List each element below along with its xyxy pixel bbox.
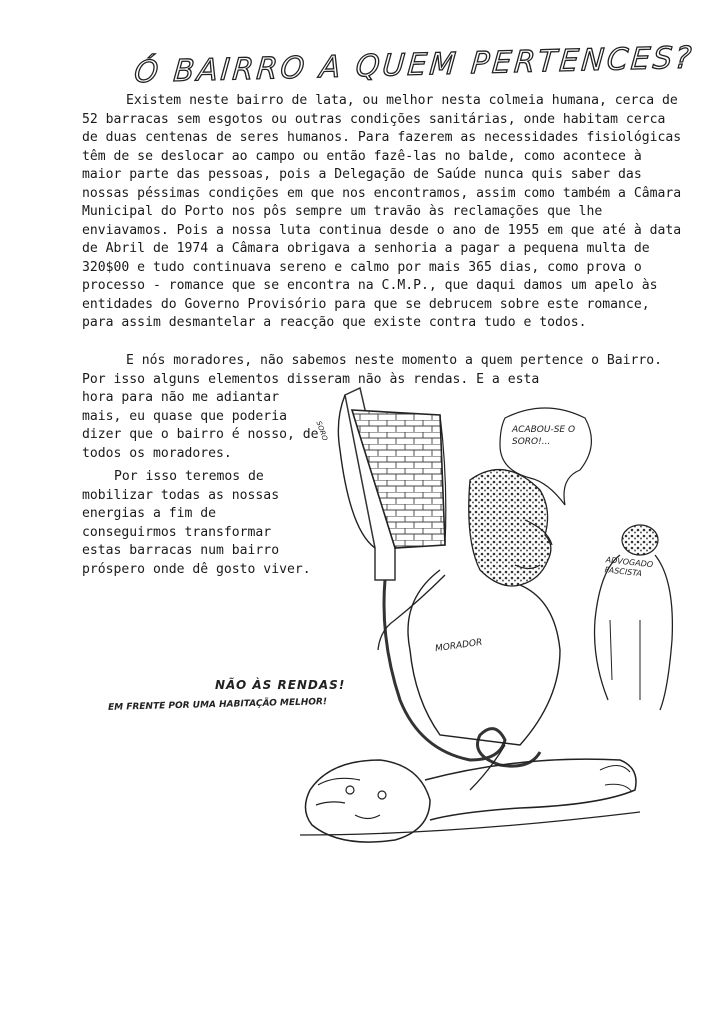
slogan-main: NÃO ÀS RENDAS! bbox=[215, 678, 346, 692]
slogan-sub: EM FRENTE POR UMA HABITAÇÃO MELHOR! bbox=[107, 697, 328, 713]
paragraph-mobilize: Por isso teremos de mobilizar todas as nossas energias a fim de conseguirmos transformar estas barracas num bairro próspero onde dê gosto viver. bbox=[82, 469, 311, 577]
morador-label: MORADOR bbox=[434, 637, 483, 655]
paragraph-residents: E nós moradores, não sabemos neste momento a quem pertence o Bairro. Por isso alguns elementos disseram não às rendas. E a esta bbox=[82, 353, 663, 387]
paragraph-intro: Existem neste bairro de lata, ou melhor nesta colmeia humana, cerca de 52 barracas sem esgotos ou outras condições sanitárias, onde habitam cerca de duas centenas de seres humanos. Para fazerem as necessidades fisiológicas têm de se deslocar ao campo ou então fazê-las no balde, como acontece à maior parte das pessoas, pois a Delegação de Saúde nunca quis saber das nossas péssimas condições em que nos encontramos, assim como também a Câmara Municipal do Porto nos pôs sempre um travão às reclamações que lhe enviavamos. Pois a nossa luta continua desde o ano de 1955 em que até à data de Abril de 1974 a Câmara obrigava a senhoria a pagar a pequena multa de 320$00 e tudo continuava sereno e calmo por mais 365 dias, como prova o processo - romance que se encontra na C.M.P., que daqui damos um apelo às entidades do Governo Provisório para que se debrucem sobre este romance, para assim desmantelar a reacção que existe contra tudo e todos. bbox=[82, 93, 682, 330]
paragraph-residents-continued: hora para não me adiantar mais, eu quase que poderia dizer que o bairro é nosso, de todos os moradores. bbox=[82, 390, 319, 461]
advogado-label: ADVOGADO FASCISTA bbox=[604, 555, 654, 579]
advogado-figure-drawing bbox=[595, 525, 673, 710]
serum-bottle-drawing bbox=[338, 388, 445, 580]
speech-bubble-text: ACABOU-SE O SORO!... bbox=[512, 425, 576, 447]
patient-figure-drawing bbox=[300, 759, 640, 842]
bottle-label: SORO bbox=[314, 420, 329, 442]
page-title: Ó BAIRRO A QUEM PERTENCES? bbox=[132, 40, 696, 91]
